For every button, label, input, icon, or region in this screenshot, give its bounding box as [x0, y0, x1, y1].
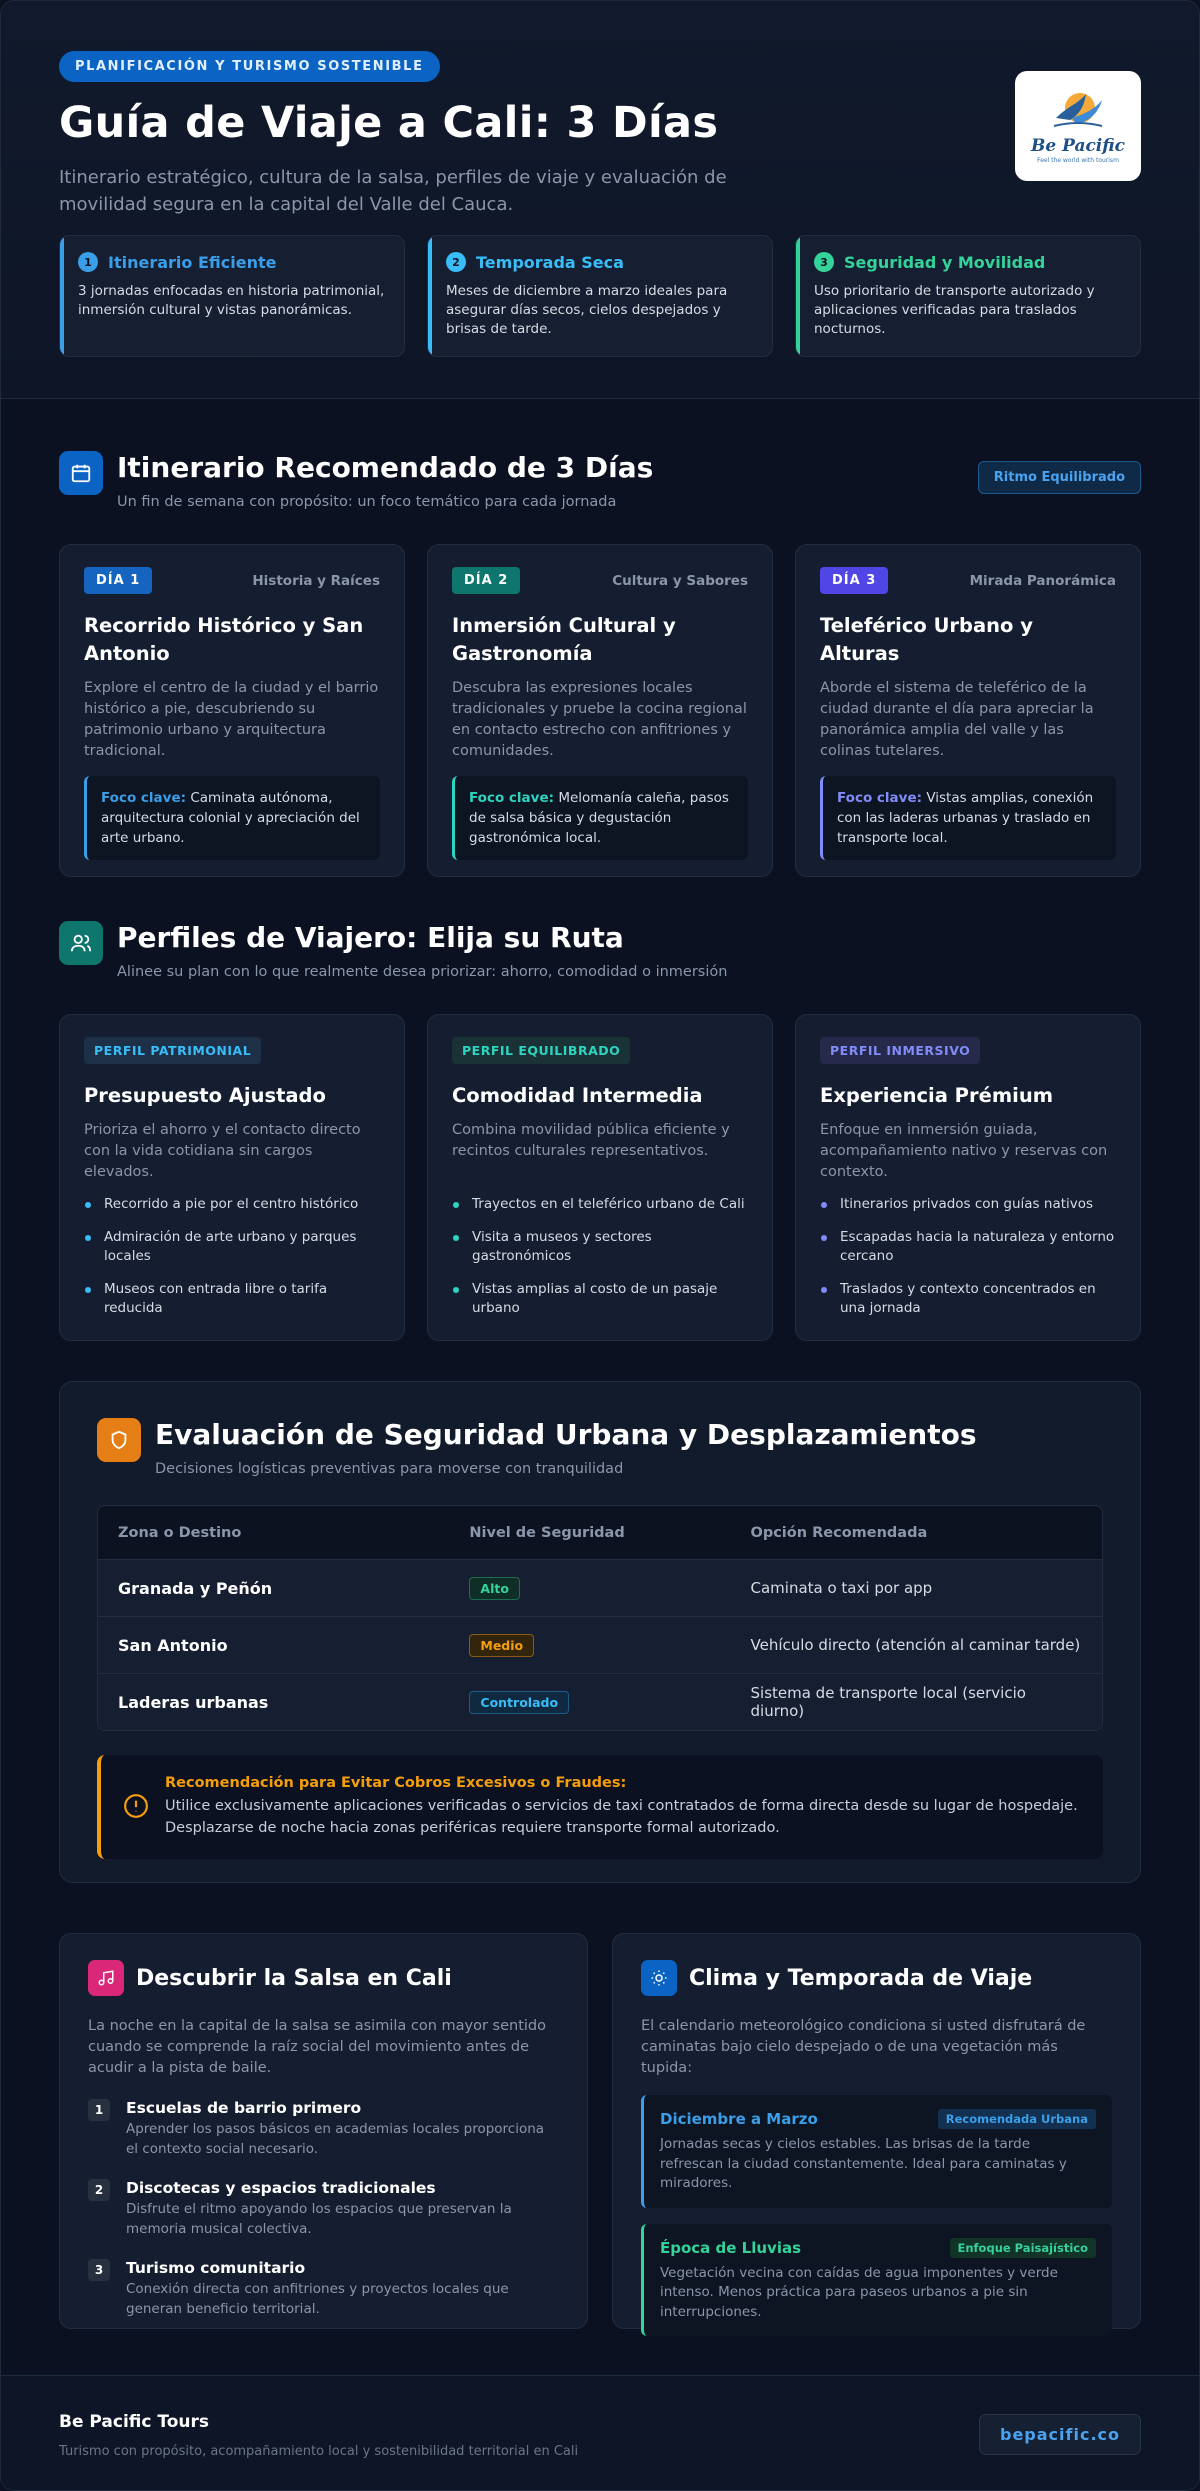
- day-theme: Historia y Raíces: [252, 572, 380, 589]
- list-item: Trayectos en el teleférico urbano de Cali: [452, 1195, 748, 1214]
- day-description: Descubra las expresiones locales tradicionales y pruebe la cocina regional en contacto estrecho con anfitriones y comunidades.: [452, 680, 747, 759]
- day-title: Inmersión Cultural y Gastronomía: [452, 614, 676, 665]
- profile-title: Presupuesto Ajustado: [84, 1084, 326, 1107]
- profile-title: Comodidad Intermedia: [452, 1084, 703, 1107]
- page-subtitle: Itinerario estratégico, cultura de la salsa, perfiles de viaje y evaluación de movilidad segura en la capital del Valle del Cauca.: [59, 167, 727, 215]
- list-item: [88, 2259, 559, 2319]
- sun-icon: [641, 1960, 677, 1996]
- highlight-card-season: [427, 235, 773, 357]
- profile-card-patrimonial: [59, 1014, 405, 1341]
- day-focus: [820, 776, 1116, 860]
- step-text: Aprender los pasos básicos en academias locales proporciona el contexto social necesario.: [126, 2121, 545, 2157]
- pace-badge: Ritmo Equilibrado: [978, 461, 1141, 494]
- list-item: Admiración de arte urbano y parques locales: [84, 1228, 380, 1266]
- list-item: Museos con entrada libre o tarifa reducida: [84, 1280, 380, 1318]
- profile-description: Enfoque en inmersión guiada, acompañamiento nativo y reservas con contexto.: [820, 1122, 1108, 1180]
- focus-label: Foco clave:: [469, 790, 555, 806]
- itinerary-section: [59, 451, 1141, 877]
- highlight-card-safety: [795, 235, 1141, 357]
- list-item: [88, 2179, 559, 2239]
- safety-table: [97, 1505, 1103, 1731]
- list-item: Escapadas hacia la naturaleza y entorno cercano: [820, 1228, 1116, 1266]
- highlight-text: Uso prioritario de transporte autorizado y aplicaciones verificadas para traslados nocturnos.: [814, 283, 1095, 337]
- step-number: 2: [88, 2179, 110, 2201]
- page-footer: [1, 2375, 1199, 2490]
- season-card-dry: [641, 2095, 1112, 2208]
- page-title: Guía de Viaje a Cali: 3 Días: [59, 98, 719, 148]
- highlight-number: 2: [446, 252, 466, 272]
- profile-bullets: [84, 1181, 380, 1318]
- list-item: Recorrido a pie por el centro histórico: [84, 1195, 380, 1214]
- highlight-card-itinerary: [59, 235, 405, 357]
- day-theme: Cultura y Sabores: [612, 572, 748, 589]
- section-title: Perfiles de Viajero: Elija su Ruta: [117, 921, 624, 954]
- option-cell: Sistema de transporte local (servicio diurno): [731, 1673, 1103, 1730]
- table-header-row: [98, 1506, 1102, 1559]
- profile-bullets: [452, 1181, 748, 1318]
- season-text: Jornadas secas y cielos estables. Las brisas de la tarde refrescan la ciudad constantemente. Ideal para caminatas y miradores.: [660, 2136, 1067, 2191]
- step-title: Escuelas de barrio primero: [126, 2099, 362, 2117]
- column-header: Nivel de Seguridad: [449, 1506, 730, 1559]
- column-header: Opción Recomendada: [731, 1506, 1103, 1559]
- day-focus: [84, 776, 380, 860]
- panel-title: Descubrir la Salsa en Cali: [136, 1965, 452, 1991]
- logo-tagline: Feel the world with tourism: [1037, 157, 1119, 164]
- footer-brand: Be Pacific Tours: [59, 2412, 210, 2432]
- level-cell: [449, 1673, 730, 1730]
- section-subtitle: Alinee su plan con lo que realmente desea priorizar: ahorro, comodidad o inmersión: [117, 964, 728, 980]
- bottom-panels: [59, 1933, 1141, 2329]
- bird-logo-icon: [1050, 88, 1106, 134]
- highlight-cards: [59, 235, 1141, 357]
- focus-text: Caminata autónoma, arquitectura colonial y apreciación del arte urbano.: [101, 790, 360, 846]
- status-badge: Controlado: [469, 1691, 569, 1714]
- zone-cell: Granada y Peñón: [98, 1559, 449, 1616]
- option-cell: Vehículo directo (atención al caminar tarde): [731, 1616, 1103, 1673]
- column-header: Zona o Destino: [98, 1506, 449, 1559]
- day-description: Aborde el sistema de teleférico de la ciudad durante el día para apreciar la panorámica amplia del valle y las colinas tutelares.: [820, 680, 1094, 759]
- alert-title: Recomendación para Evitar Cobros Excesivos o Fraudes:: [165, 1775, 627, 1791]
- list-item: Itinerarios privados con guías nativos: [820, 1195, 1116, 1214]
- warning-icon: [123, 1793, 149, 1819]
- highlight-title: Temporada Seca: [476, 252, 624, 272]
- list-item: Visita a museos y sectores gastronómicos: [452, 1228, 748, 1266]
- section-title: Itinerario Recomendado de 3 Días: [117, 451, 654, 484]
- season-name: Época de Lluvias: [660, 2238, 802, 2257]
- safety-section: [59, 1381, 1141, 1883]
- profile-tag: PERFIL EQUILIBRADO: [452, 1037, 630, 1064]
- zone-cell: San Antonio: [98, 1616, 449, 1673]
- day-tag: DÍA 3: [820, 567, 888, 594]
- table-row: [98, 1559, 1102, 1616]
- profile-bullets: [820, 1181, 1116, 1318]
- step-number: 3: [88, 2259, 110, 2281]
- day-title: Teleférico Urbano y Alturas: [820, 614, 1033, 665]
- highlight-text: Meses de diciembre a marzo ideales para asegurar días secos, cielos despejados y brisas de tarde.: [446, 283, 728, 337]
- brand-logo[interactable]: [1015, 71, 1141, 181]
- focus-text: Vistas amplias, conexión con las laderas urbanas y traslado en transporte local.: [837, 790, 1094, 846]
- alert-text: Utilice exclusivamente aplicaciones verificadas o servicios de taxi contratados de forma directa desde su lugar de hospedaje. Desplazarse de noche hacia zonas periféricas requiere transporte formal autorizado.: [165, 1798, 1078, 1836]
- focus-text: Melomanía caleña, pasos de salsa básica y degustación gastronómica local.: [469, 790, 729, 846]
- footer-tagline: Turismo con propósito, acompañamiento local y sostenibilidad territorial en Cali: [59, 2444, 579, 2459]
- table-row: [98, 1616, 1102, 1673]
- day-description: Explore el centro de la ciudad y el barrio histórico a pie, descubriendo su patrimonio urbano y arquitectura tradicional.: [84, 680, 379, 759]
- focus-label: Foco clave:: [101, 790, 187, 806]
- day-card-2: [427, 544, 773, 877]
- day-tag: DÍA 2: [452, 567, 520, 594]
- level-cell: [449, 1559, 730, 1616]
- highlight-number: 1: [78, 252, 98, 272]
- step-number: 1: [88, 2099, 110, 2121]
- list-item: [88, 2099, 559, 2159]
- day-focus: [452, 776, 748, 860]
- music-icon: [88, 1960, 124, 1996]
- panel-description: El calendario meteorológico condiciona si usted disfrutará de caminatas bajo cielo despejado o de una vegetación más tupida:: [641, 2018, 1086, 2076]
- step-title: Discotecas y espacios tradicionales: [126, 2179, 436, 2197]
- zone-cell: Laderas urbanas: [98, 1673, 449, 1730]
- users-icon: [59, 921, 103, 965]
- highlight-number: 3: [814, 252, 834, 272]
- season-tag: Enfoque Paisajístico: [950, 2238, 1096, 2258]
- step-title: Turismo comunitario: [126, 2259, 306, 2277]
- calendar-icon: [59, 451, 103, 495]
- profile-description: Prioriza el ahorro y el contacto directo con la vida cotidiana sin cargos elevados.: [84, 1122, 361, 1180]
- profile-tag: PERFIL PATRIMONIAL: [84, 1037, 261, 1064]
- day-card-1: [59, 544, 405, 877]
- hero-header: [1, 1, 1199, 399]
- highlight-text: 3 jornadas enfocadas en historia patrimonial, inmersión cultural y vistas panorámicas.: [78, 283, 385, 318]
- focus-label: Foco clave:: [837, 790, 923, 806]
- fraud-alert: [97, 1755, 1103, 1859]
- shield-icon: [97, 1418, 141, 1462]
- day-tag: DÍA 1: [84, 567, 152, 594]
- season-name: Diciembre a Marzo: [660, 2110, 818, 2128]
- section-title: Evaluación de Seguridad Urbana y Desplazamientos: [155, 1418, 977, 1451]
- website-link[interactable]: bepacific.co: [979, 2414, 1141, 2455]
- step-text: Conexión directa con anfitriones y proyectos locales que generan beneficio territorial.: [126, 2281, 509, 2317]
- highlight-title: Itinerario Eficiente: [108, 252, 277, 272]
- climate-panel: [612, 1933, 1141, 2329]
- list-item: Traslados y contexto concentrados en una jornada: [820, 1280, 1116, 1318]
- highlight-title: Seguridad y Movilidad: [844, 252, 1046, 272]
- status-badge: Medio: [469, 1634, 534, 1657]
- list-item: Vistas amplias al costo de un pasaje urbano: [452, 1280, 748, 1318]
- option-cell: Caminata o taxi por app: [731, 1559, 1103, 1616]
- salsa-panel: [59, 1933, 588, 2329]
- section-subtitle: Decisiones logísticas preventivas para moverse con tranquilidad: [155, 1461, 624, 1477]
- season-text: Vegetación vecina con caídas de agua imponentes y verde intenso. Menos práctica para paseos urbanos a pie sin interrupciones.: [660, 2264, 1058, 2320]
- panel-title: Clima y Temporada de Viaje: [689, 1965, 1033, 1991]
- profile-description: Combina movilidad pública eficiente y recintos culturales representativos.: [452, 1122, 730, 1159]
- season-card-rain: [641, 2224, 1112, 2337]
- profile-tag: PERFIL INMERSIVO: [820, 1037, 980, 1064]
- day-theme: Mirada Panorámica: [969, 572, 1116, 589]
- season-tag: Recomendada Urbana: [938, 2109, 1096, 2129]
- day-card-3: [795, 544, 1141, 877]
- panel-description: La noche en la capital de la salsa se asimila con mayor sentido cuando se comprende la raíz social del movimiento antes de acudir a la pista de baile.: [88, 2018, 547, 2076]
- day-title: Recorrido Histórico y San Antonio: [84, 614, 364, 665]
- category-badge: PLANIFICACIÓN Y TURISMO SOSTENIBLE: [59, 51, 440, 82]
- level-cell: [449, 1616, 730, 1673]
- profile-title: Experiencia Prémium: [820, 1084, 1054, 1107]
- profile-card-inmersivo: [795, 1014, 1141, 1341]
- step-text: Disfrute el ritmo apoyando los espacios que preservan la memoria musical colectiva.: [126, 2201, 512, 2237]
- status-badge: Alto: [469, 1577, 520, 1600]
- profile-card-equilibrado: [427, 1014, 773, 1341]
- profiles-section: [59, 921, 1141, 1341]
- logo-text: Be Pacific: [1031, 136, 1125, 156]
- section-subtitle: Un fin de semana con propósito: un foco temático para cada jornada: [117, 494, 617, 510]
- table-row: [98, 1673, 1102, 1730]
